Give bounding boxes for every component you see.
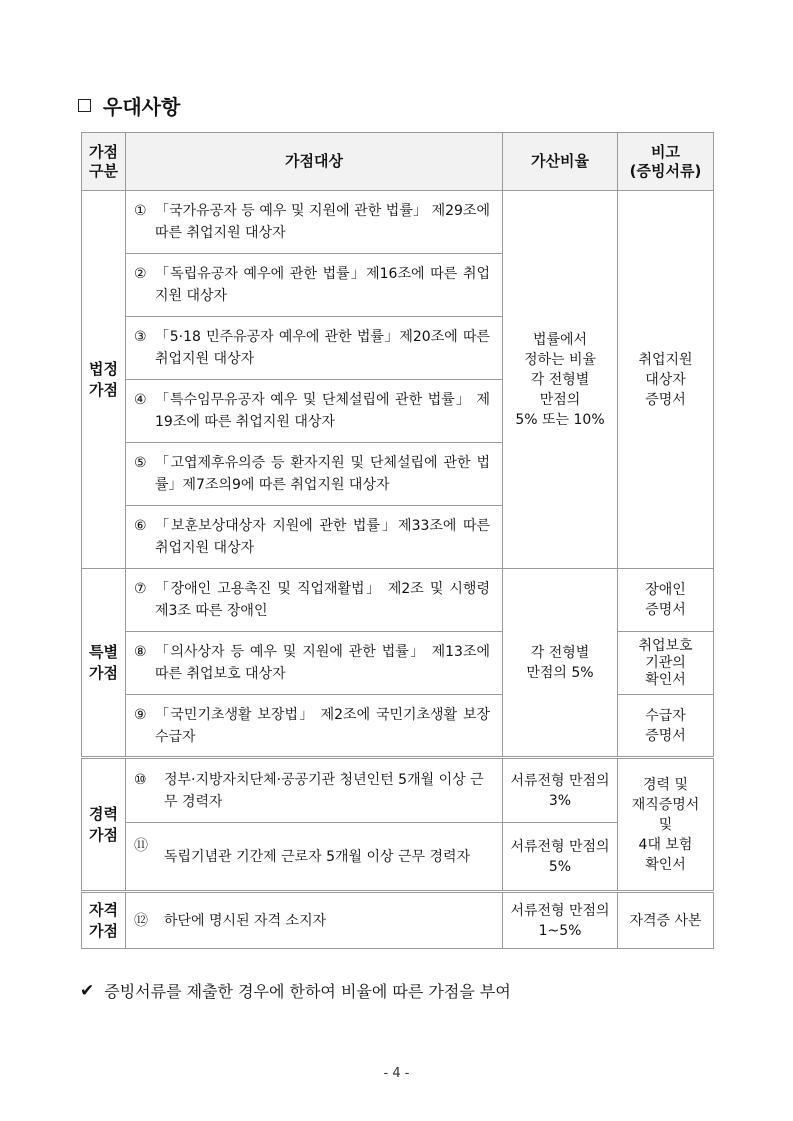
category-qualification: 자격 가점 <box>82 892 126 949</box>
legal-item-2: ② 「독립유공자 예우에 관한 법률」제16조에 따른 취업지원 대상자 <box>126 254 503 317</box>
legal-item-1: ① 「국가유공자 등 예우 및 지원에 관한 법률」 제29조에 따른 취업지원 대상자 <box>126 191 503 254</box>
special-rate: 각 전형별 만점의 5% <box>503 569 618 758</box>
legal-item-4: ④ 「특수임무유공자 예우 및 단체설립에 관한 법률」 제19조에 따른 취업지원 대상자 <box>126 380 503 443</box>
header-target: 가점대상 <box>126 133 503 191</box>
table-row <box>82 632 714 695</box>
qualification-item-12: ⑫ 하단에 명시된 자격 소지자 <box>126 892 503 949</box>
footnote-text: 증빙서류를 제출한 경우에 한하여 비율에 따른 가점을 부여 <box>104 982 511 1001</box>
footnote <box>80 979 511 1002</box>
legal-rate: 법률에서 정하는 비율 각 전형별 만점의 5% 또는 10% <box>503 191 618 569</box>
table-row <box>82 695 714 758</box>
special-note-9: 수급자 증명서 <box>618 695 714 758</box>
section-heading <box>78 90 180 120</box>
category-career: 경력 가점 <box>82 758 126 892</box>
table-row <box>82 569 714 632</box>
section-title: 우대사항 <box>103 94 181 119</box>
career-item-11: ⑪ 독립기념관 기간제 근로자 5개월 이상 근무 경력자 <box>126 823 503 892</box>
career-note: 경력 및 재직증명서 및 4대 보험 확인서 <box>618 758 714 892</box>
special-note-8: 취업보호 기관의 확인서 <box>618 632 714 695</box>
header-note: 비고 (증빙서류) <box>618 133 714 191</box>
career-rate-11: 서류전형 만점의 5% <box>503 823 618 892</box>
page-number: - 4 - <box>383 1066 410 1081</box>
legal-item-5: ⑤ 「고엽제후유의증 등 환자지원 및 단체설립에 관한 법률」제7조의9에 따른 취업지원 대상자 <box>126 443 503 506</box>
table-row <box>82 892 714 949</box>
category-special: 특별 가점 <box>82 569 126 758</box>
special-item-9: ⑨ 「국민기초생활 보장법」 제2조에 국민기초생활 보장 수급자 <box>126 695 503 758</box>
table-row <box>82 758 714 823</box>
qualification-note: 자격증 사본 <box>618 892 714 949</box>
legal-note: 취업지원 대상자 증명서 <box>618 191 714 569</box>
checkbox-square-icon <box>78 99 91 112</box>
legal-item-3: ③ 「5·18 민주유공자 예우에 관한 법률」제20조에 따른 취업지원 대상자 <box>126 317 503 380</box>
category-legal: 법정 가점 <box>82 191 126 569</box>
legal-item-6: ⑥ 「보훈보상대상자 지원에 관한 법률」제33조에 따른 취업지원 대상자 <box>126 506 503 569</box>
special-item-7: ⑦ 「장애인 고용촉진 및 직업재활법」 제2조 및 시행령 제3조 따른 장애인 <box>126 569 503 632</box>
special-item-8: ⑧ 「의사상자 등 예우 및 지원에 관한 법률」 제13조에 따른 취업보호 대상자 <box>126 632 503 695</box>
career-rate-10: 서류전형 만점의 3% <box>503 758 618 823</box>
table-header-row <box>82 133 714 191</box>
preference-table <box>81 132 714 949</box>
header-rate: 가산비율 <box>503 133 618 191</box>
table-row <box>82 191 714 254</box>
header-category: 가점 구분 <box>82 133 126 191</box>
checkmark-icon: ✔ <box>80 980 95 1001</box>
qualification-rate: 서류전형 만점의 1~5% <box>503 892 618 949</box>
special-note-7: 장애인 증명서 <box>618 569 714 632</box>
career-item-10: ⑩ 정부·지방자치단체·공공기관 청년인턴 5개월 이상 근무 경력자 <box>126 758 503 823</box>
